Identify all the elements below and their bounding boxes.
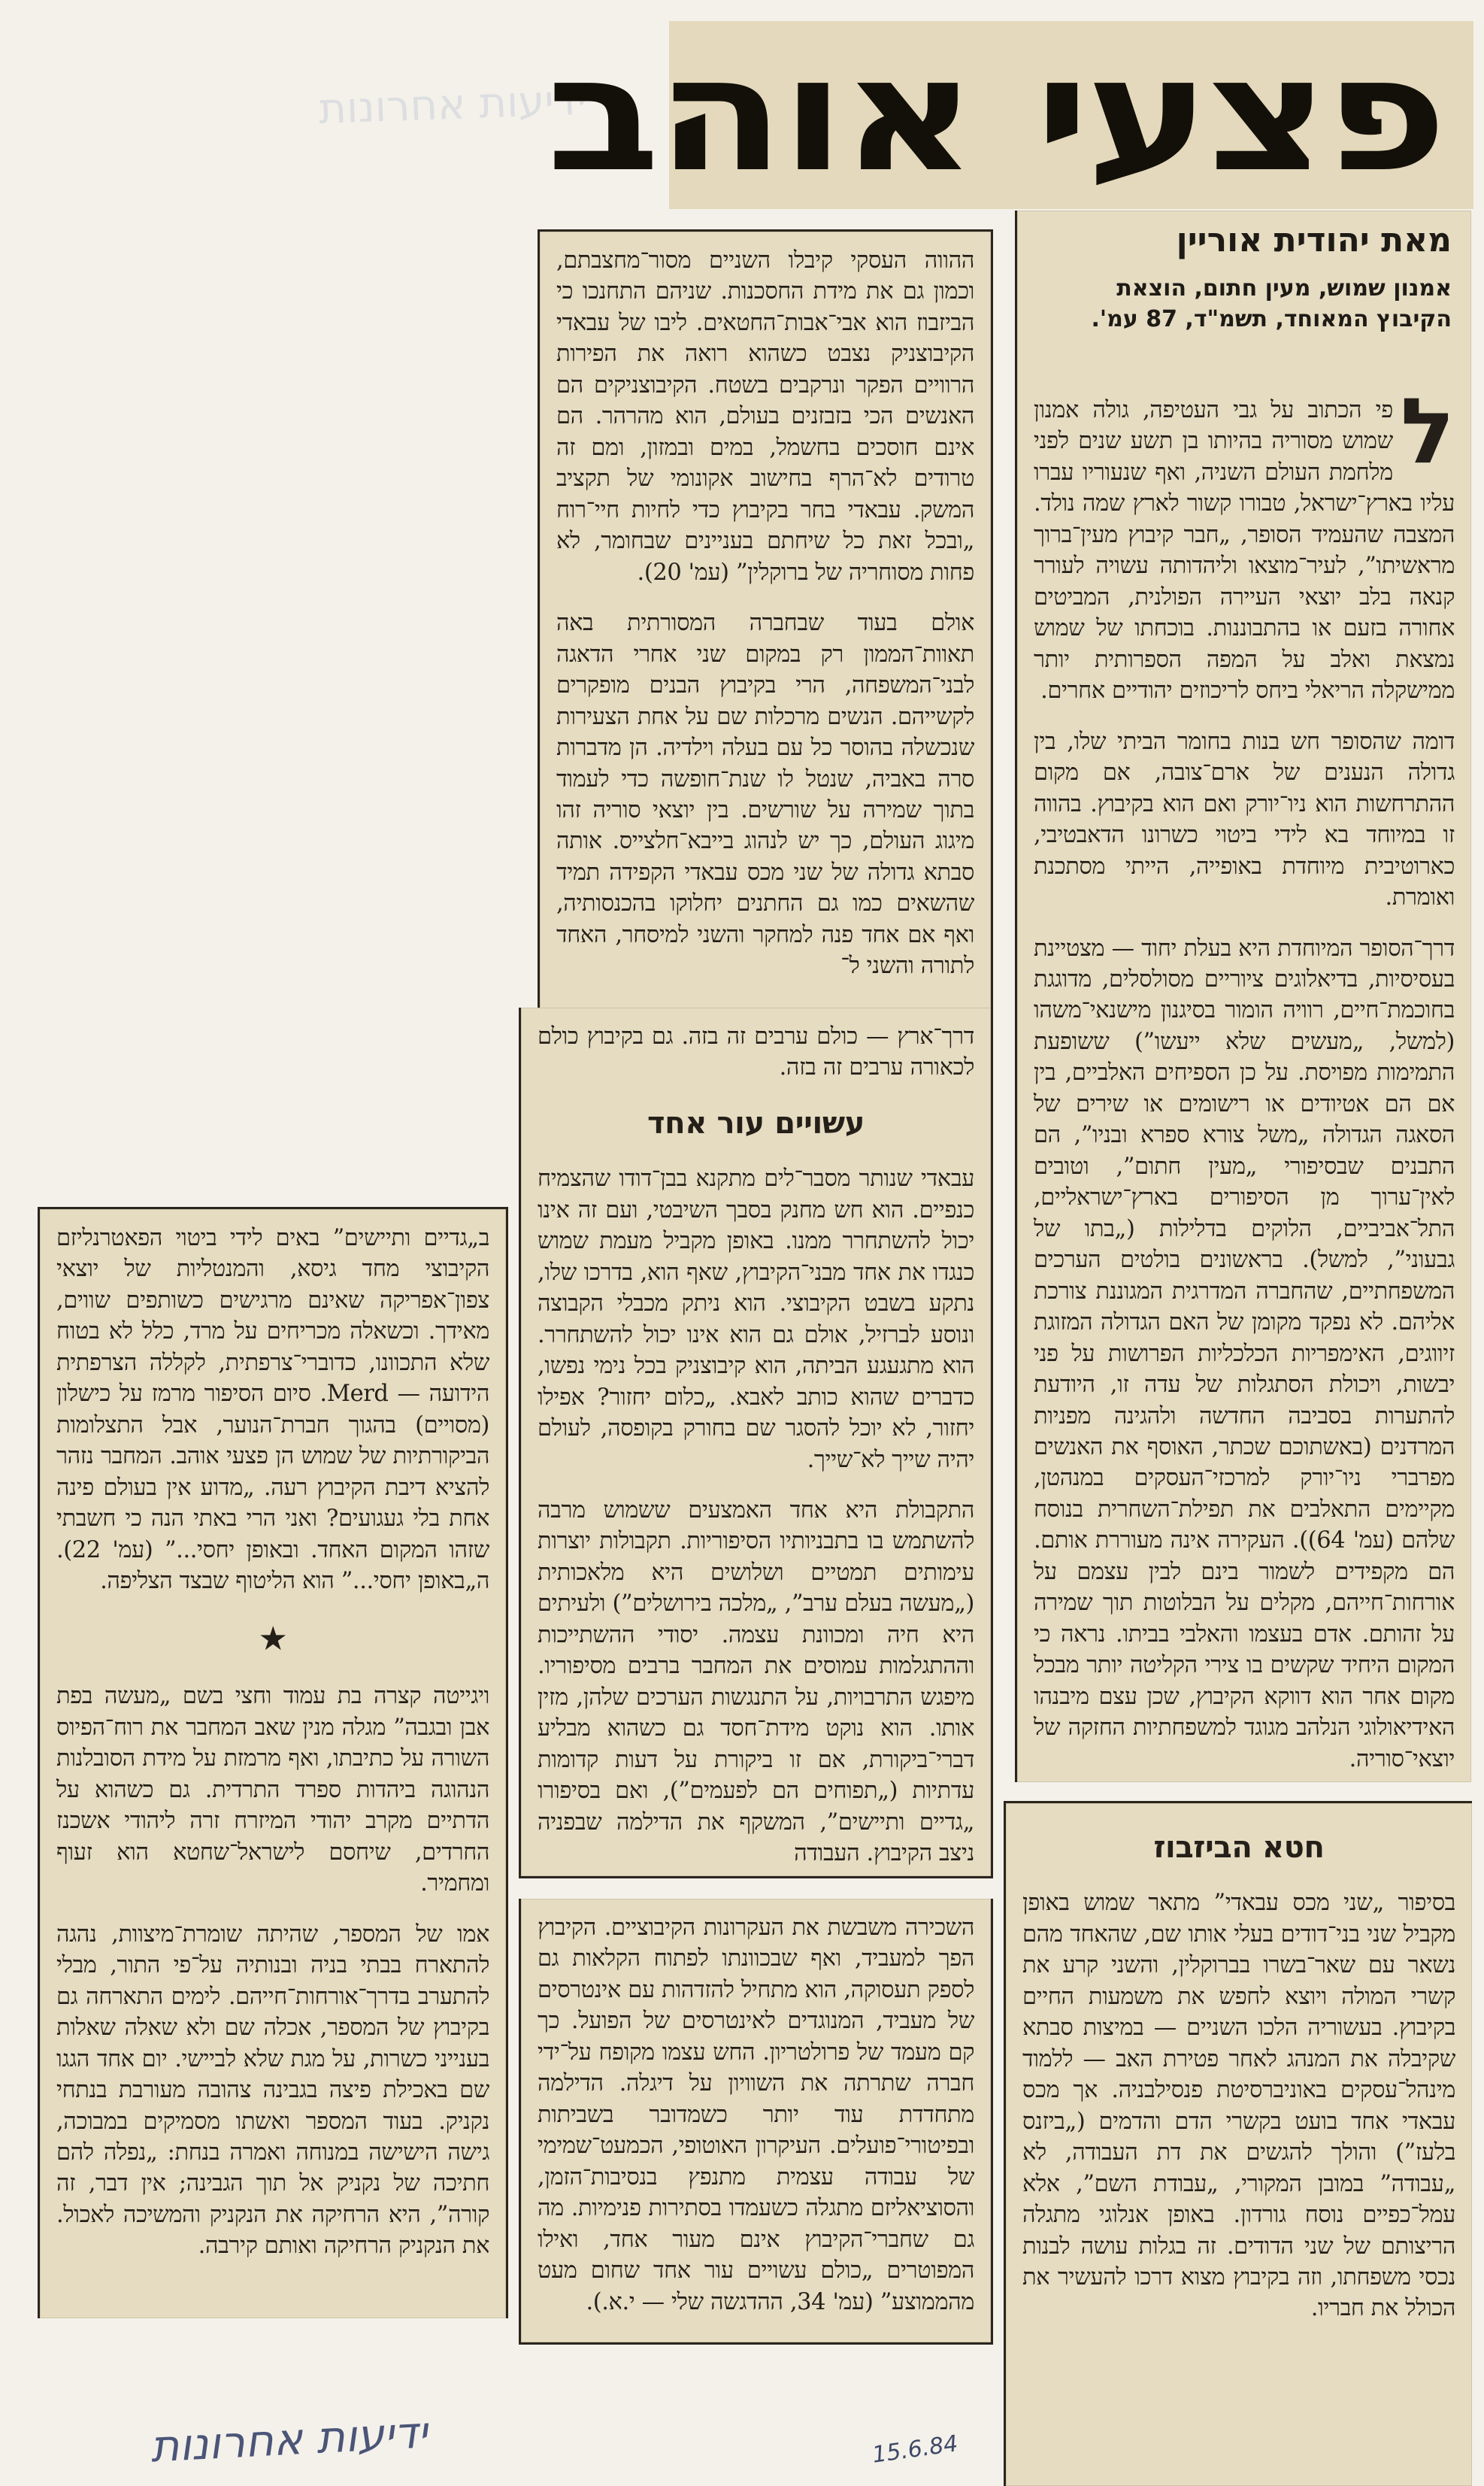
col-left-body — [56, 1223, 489, 2305]
paragraph: ההווה העסקי קיבלו השניים מסור־מחצבתם, וכמון גם את מידת החסכנות. שניהם התחנכו כי הביזבוז הוא אבי־אבות־החטאים. ליבו של עבאדי הקיבוצניק נצבט כשהוא רואה את הפירות הרוויים הפקר ונרקבים בשטח. הקיבוצניקים הם האנשים הכי בזבזנים בעולם, הוא מהרהר. הם אינם חוסכים בחשמל, במים ובמזון, ומם זה טרודים לא־הרף בחישוב אקונומי של תקציב המשק. עבאדי בחר בקיבוץ כדי לחיות חיי־רוח „ובכל זאת כל שיחתם בעניינים שבחומר, לא פחות מסוחריה של ברוקלין” (עמ' 20). — [556, 247, 974, 586]
paragraph: בסיפור „שני מכס עבאדי” מתאר שמוש באופן מקביל שני בני־דודים בעלי אותו שם, שהאחד מהם נשאר עם שאר־בשרו בברוקלין, והשני קרע את קשרי המולה ויוצא לחפש את משמעות החיים בקיבוץ. בעשוריה הלכו השניים — במיצות סבתא שקיבלה את המנהג לאחר פטירת האב — ללמוד מינהל־עסקים באוניברסיטת פנסילבניה. אך מכס עבאדי אחד בועט בקשרי הדם והדמים („ביזנס בלעז”) והולך להגשים את דת העבודה, לא „עבודה” במובן המקורי, „עבודת השם”, אלא עמל־כפיים נוסח גורדון. באופן אנלוגי מתגלה הריצותם של שני הדודים. זה בגלות עושה לבנות נכסי משפחתו, וזה בקיבוץ מצוא דרכו להעשיר את הכולל את חבריו. — [1022, 1890, 1455, 2322]
paragraph: אמו של המספר, שהיתה שומרת־מיצוות, נהגה להתארח בבתי בניה ובנותיה על־פי התור, מבלי להתערב בדרך־אורחות־חייהם. לימים התארחה גם בקיבוץ של המספר, אכלה שם ולא שאלה שאלות בענייני כשרות, על מגת שלא לביישי. יום אחד הגגו שם באכילת פיצה בגבינה צהובה מעורבת בנתחי נקניק. בעוד המספר ואשתו מסמיקים במבוכה, גישה הישישה במנוחה ואמרה בנחת: „נפלה להם חתיכה של נקניק אל תוך הגבינה; אין דבר, זה קורה”, היא הרחיקה את הנקניק והמשיכה לאכול. את הנקניק הרחיקה ואותם קירבה. — [56, 1921, 489, 2260]
col-right-2 — [1004, 1801, 1472, 2486]
byline: מאת יהודית אוריין — [1176, 221, 1452, 259]
paragraph: דומה שהסופר חש בנות בחומר הביתי שלו, בין גדולה הנענים של ארם־צובה, אם מקום ההתרחשות הוא ניו־יורק ואם הוא בקיבוץ. בהווה זו במיוחד בא לידי ביטוי כשרונו הדאבטיבי, כארוטיבית מיוחדת באופייה, הייתי מסתכנת ואומרת. — [1034, 728, 1455, 911]
col-mid-2-body — [538, 1021, 974, 1867]
col-left — [38, 1207, 508, 2318]
paragraph: השכירה משבשת את העקרונות הקיבוציים. הקיבוץ הפך למעביד, ואף שבכוונתו לפתוח הקלאות גם לספק תעסוקה, הוא מתחיל להזדהות עם אינטרסים של מעביד, המנוגדים לאינטרסים של הפועל. כך קם מעמד של פרולטריון. החש עצמו מקופח על־ידי חברה שתרתה את השוויון על דיגלה. הדילמה מתחדדת עוד יותר כשמדובר בשביתות ובפיטורי־פועלים. העיקרון האוטופי, הכמעט־שמימי של עבודה עצמית מתנפץ בנסיבות־הזמן, והסוציאליזם מתגלה כשעמדו בסתירות פנימיות. מה גם שחברי־הקיבוץ אינם מעור אחד, ואילו המפוטרים „כולם עשויים עור אחד שחום מעט מהממוצע” (עמ' 34, ההדגשה שלי — י.א.). — [538, 1915, 974, 2315]
book-info: אמנון שמוש, מעין חתום, הוצאת הקיבוץ המאוחד, תשמ"ד, 87 עמ'. — [1091, 275, 1452, 332]
paragraph: התקבולת היא אחד האמצעים ששמוש מרבה להשתמש בו בתבניותיו הסיפוריות. תקבולות יוצרות עימותים תמטיים ושלושים היא מלאכותית („מעשה בעלם ערב”, „מלכה בירושלים”) ולעיתים היא חיה ומכוונת עצמה. יסודי ההשתייכות וההתגלמות עמוסים את המחבר ברבים מסיפוריו. מיפגש התרבויות, על התנגשות הערכים שלהן, מזין אותו. הוא נוקט מידת־חסד גם כשהוא מבליע דברי־ביקורת, אם זו ביקורת על דעות קדומות עדתיות („תפוחים הם לפעמים”), ואם בסיפורו „גדיים ותיישים”, המשקף את הדילמה שבפניה ניצב הקיבוץ. העבודה — [538, 1497, 974, 1867]
star-separator: ★ — [258, 1619, 288, 1658]
paragraph: ל פי הכתוב על גבי העטיפה, גולה אמנון שמוש מסוריה בהיותו בן תשע שנים לפני מלחמת העולם השניה, ואף שנעוריו עברו עליו בארץ־ישראל, טבורו קשור לארץ שמה נולד. המצבה שהעמיד הסופר, „חבר קיבוץ מעין־ברוך מראשיתו”, לעיר־מוצאו וליהדותה עשויה לעורר קנאה בלב יוצאי העיירה הפולנית, המביטים אחורה בזעם או בהתבוננות. בוכחתו של שמוש נמצאת ואלב על המפה הספרותית יותר ממישקלה הריאלי ביחס לריכוזים יהודיים אחרים. — [1034, 380, 1455, 705]
intro-paragraph: דרך־ארץ — כולם ערבים זה בזה. גם בקיבוץ כולם לכאורה ערבים זה בזה. — [538, 1023, 974, 1081]
col-right-2-body — [1022, 1817, 1455, 2472]
paragraph: ב„גדיים ותיישים” באים לידי ביטוי הפאטרנליזם הקיבוצי מחד גיסא, והמנטליות של יוצאי צפון־אפריקה שאינם מרגישים כשותפים שווים, מאידך. וכשאלה מכריחים על מרד, כלל לא בטוח שלא התכוונו, כדוברי־צרפתית, לקללה הצרפתית הידועה — Merd. סיום הסיפור מרמז על כישלון (מסויים) בהגוך חברת־הנוער, אבל התצלומות הביקורתיות של שמוש הן פצעי אוהב. המחבר נזהר להציא דיבת הקיבוץ רעה. „מדוע אין בעולם פינה אחת בלי געגועים? ואני הרי באתי הנה כי חשבתי שזהו המקום האחד. ובאופן יחסי...” (עמ' 22). ה„באופן יחסי...” הוא הליטוף שבצד הצליפה. — [56, 1225, 490, 1595]
col-mid-1 — [538, 229, 993, 1020]
faint-mark: ידיעות אחרונות — [318, 75, 587, 134]
paragraph: ויגייטה קצרה בת עמוד וחצי בשם „מעשה בפת אבן ובגבה” מגלה מנין שאב המחבר את רוח־הפיוס השורה על כתיבתו, ואף מרמזת על מידת הסובלנות הנהוגה ביהדות ספרד התרדית. גם כשהוא על הדתיים מקרב יהודי המיזרח זרה ליהודי אשכנז החרדים, שיחסם לישראל־שחטא הוא זעוף ומחמיר. — [56, 1683, 489, 1897]
headline-box — [546, 21, 1473, 209]
col-mid-3-body — [538, 1912, 974, 2329]
handwritten-note: ידיעות אחרונות — [149, 2406, 429, 2472]
paragraph: דרך־הסופר המיוחדת היא בעלת יחוד — מצטיינת בעסיסיות, בדיאלוגים ציוריים מסולסלים, מדוגגת בחוכמת־חיים, רוויה הומור בסיגנון מישנאי־משהו (למשל, „מעשים שלא ייעשו”) ששופעת התמימות מפויסת. על כן הספיחים האלביים, בין אם הם אטיודים או רישומים או שירים של הסאגה הגדולה „משל צורא ספרא ובניו”, הם התבנים שבסיפורי „מעין חתום”, וטובים לאין־ערוך מן הסיפורים בארץ־ישראליים, התל־אביביים, הלוקים בדלילות („בתו של גבעוני”, למשל). בראשונים בולטים הערכים המשפחתיים, שהחברה המדרגית המגוננת צורכת אליהם. לא נפקד מקומן של האם הגדולה המזוגת זיווגים, האימפריות הכלכליות הפרושות על פני יבשות, ויכולת הסתגלות של עדה זו, היודעת להתערות בסביבה החדשה ולהגינה מפניות המרדנים (באשתוכם שכתר, האוסף את האנשים מפרברי ניו־יורק למרכזי־העסקים במנהטן, מקיימים התאלבים את תפילת־השחרית בנוסח שלהם (עמ' 64)). העקירה אינה מעוררת אותם. הם מקפידים לשמור בינם לבין עצמם על אורחות־חייהם, מקלים על הבלוטות תוך שמירה על זהותם. אדם בעצמו והאלבי בביתו. נראה כי המקום היחיד שקשים בו צירי הקליטה יותר מבכל מקום אחר הוא דווקא הקיבוץ, שכן עצם מיבנהו האידיאולוגי הנלהב מגוגד למשפחתיות החזקה של יוצאי־סוריה. — [1034, 935, 1455, 1772]
headline: פצעי אוהב — [546, 23, 1443, 207]
col-right-1-body — [1034, 380, 1455, 1772]
handwritten-date: 15.6.84 — [871, 2430, 960, 2469]
paragraph: אולם בעוד שבחברה המסורתית באה תאוות־הממון רק במקום שני אחרי הדאגה לבני־המשפחה, הרי בקיבוץ הבנים מופקרים לקשייהם. הנשים מרכלות שם על אחת הצעירות שנכשלה בהוסר כל עם בעלה וילדיה. הן מדברות סרה באביה, שנטל לו שנת־חופשה כדי לעמוד בתוך שמירה על שורשים. בין יוצאי סוריה זהו מיגוג העולם, כך יש לנהוג בייבא־חלצייס. אותה סבתא גדולה של שני מכס עבאדי הקפידה תמיד שהשאים כמו גם החתנים יחלוקו בהכנסותיה, ואף אם אחד פנה למחקר והשני למיסחר, האחד לתורה והשני ל־ — [556, 610, 974, 980]
col-mid-2 — [519, 1008, 993, 1878]
col-mid-3 — [519, 1899, 993, 2345]
paragraph: עבאדי שנותר מסבר־לים מתקנא בבן־דודו שהצמיח כנפיים. הוא חש מחנק בסבך השיבטי, ועם זה אינו יכול להשתחרר ממנו. באופן מקביל מעמת שמוש כנגדו את אחד מבני־הקיבוץ, שאף הוא, בדרכו שלו, נתקע בשבט הקיבוצי. הוא ניתק מכבלי הקבוצה ונוסע לברזיל, אולם גם הוא אינו יכול להשתחרר. הוא מתגעגע הביתה, הוא קיבוצניק בכל נימי נפשו, כדברים שהוא כותב לאבא. „כלום יחזור? אפילו יחזור, לא יוכל להסגר שם בחורק בקופסה, לעולם יהיה שייך לא־שייך. — [538, 1166, 974, 1473]
subhead-one-skin: עשויים עור אחד — [647, 1105, 865, 1141]
col-right-1 — [1015, 211, 1471, 1782]
dropcap: ל — [1400, 380, 1455, 484]
subhead-sin-of-waste: חטא הביזבוז — [1153, 1830, 1325, 1865]
col-mid-1-body — [556, 245, 974, 1004]
